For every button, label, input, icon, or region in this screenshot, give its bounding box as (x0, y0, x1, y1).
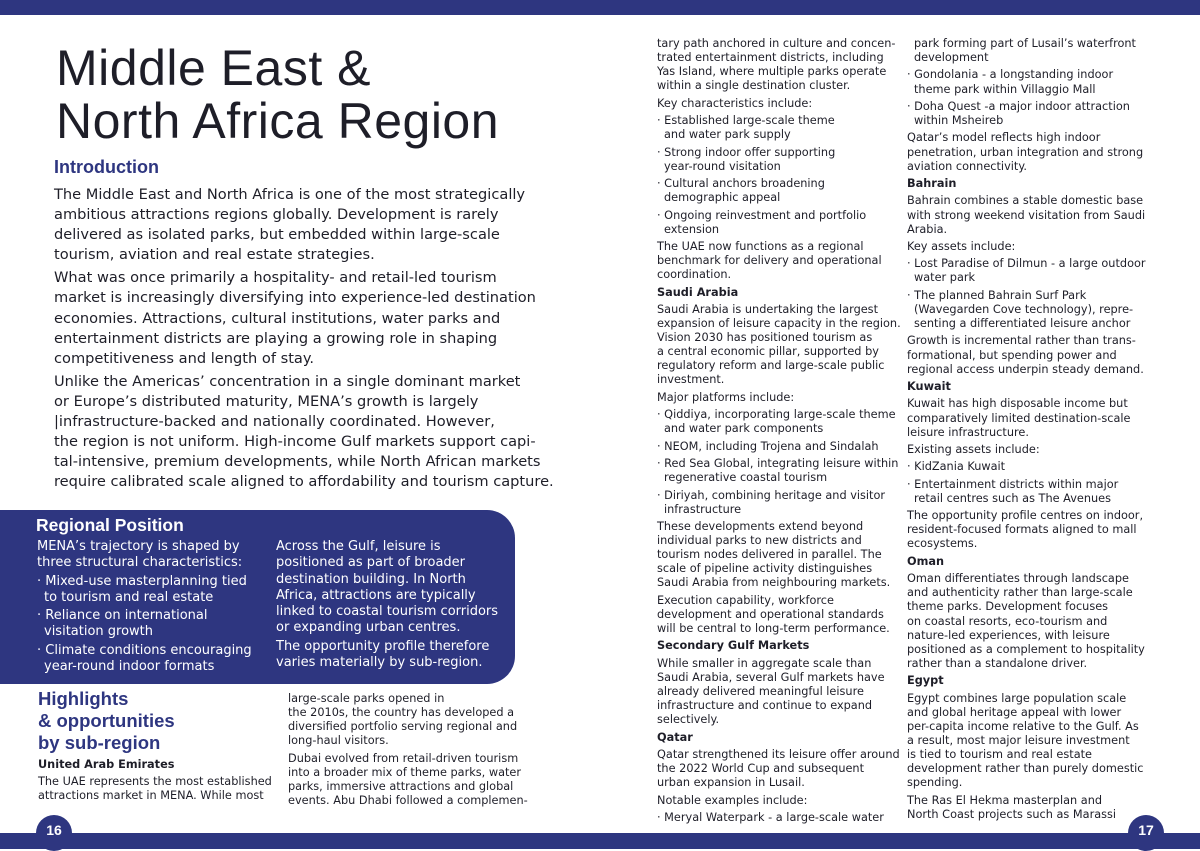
text-line: · Doha Quest -a major indoor attraction (907, 99, 1130, 113)
text-line: urban expansion in Lusail. (657, 776, 805, 790)
text-line: · Established large-scale theme (657, 114, 835, 128)
text-line: While smaller in aggregate scale than (657, 656, 872, 670)
text-line: senting a differentiated leisure anchor (914, 317, 1131, 331)
text-line: · NEOM, including Trojena and Sindalah (657, 439, 879, 453)
title-line: North Africa Region (56, 93, 500, 149)
text-line: park forming part of Lusail’s waterfront (914, 37, 1136, 50)
text-line: Dubai evolved from retail-driven tourism (288, 751, 519, 765)
uae-intro-column (38, 758, 272, 807)
heading-line: by sub-region (38, 732, 161, 753)
subheading (657, 731, 897, 745)
paragraph (54, 372, 554, 493)
text-line: on coastal resorts, eco-tourism and (907, 614, 1108, 628)
bullet-item (657, 440, 897, 454)
text-line: Existing assets include: (907, 443, 1040, 456)
bottom-band (0, 833, 1200, 849)
top-band (0, 0, 1200, 15)
bullet-item (657, 408, 897, 436)
text-line: Notable examples include: (657, 793, 808, 807)
text-line: the region is not uniform. High-income Gulf markets support capi- (54, 433, 536, 451)
text-line: or Europe’s distributed maturity, MENA’s growth is largely (54, 392, 479, 410)
text-line: a central economic pillar, supported by (657, 345, 879, 359)
text-line: Major platforms include: (657, 390, 795, 404)
text-line: parks, immersive attractions and global (288, 779, 514, 793)
text-line: formational, but spending power and (907, 348, 1117, 362)
paragraph (657, 520, 897, 590)
heading-line: Highlights (38, 688, 129, 709)
paragraph (907, 572, 1157, 671)
text-line: tal-intensive, premium developments, while North African markets (54, 453, 541, 471)
text-line: per-capita income relative to the Gulf. As (907, 719, 1139, 733)
bullet-item (657, 114, 897, 142)
text-line: and water park components (664, 422, 824, 436)
paragraph (907, 692, 1157, 791)
text-line: · The planned Bahrain Surf Park (907, 288, 1087, 302)
text-line: positioned as a complement to hospitality (907, 642, 1145, 656)
regional-position-left (37, 539, 267, 677)
text-line: and authenticity rather than large-scale (907, 586, 1133, 600)
paragraph (54, 185, 544, 265)
text-line: Egypt (907, 674, 944, 688)
bullet-item (657, 811, 897, 825)
paragraph (657, 747, 900, 790)
text-line: The Ras El Hekma masterplan and (907, 793, 1103, 807)
text-line: Qatar’s model reflects high indoor (907, 131, 1101, 145)
text-line: · Lost Paradise of Dilmun - a large outdoor (907, 257, 1146, 271)
text-line: with strong weekend visitation from Saudi (907, 208, 1146, 222)
text-line: linked to coastal tourism corridors (276, 604, 499, 620)
text-line: resident-focused formats aligned to mall (907, 523, 1137, 537)
paragraph (907, 509, 1157, 551)
bullet-item (657, 177, 897, 205)
text-line: Egypt combines large population scale (907, 691, 1127, 705)
paragraph (907, 443, 1157, 457)
text-line: benchmark for delivery and operational (657, 254, 882, 268)
paragraph (657, 794, 897, 808)
bullet-item (907, 460, 1157, 474)
subheading (907, 177, 1157, 191)
text-line: development and operational standards (657, 607, 884, 621)
page-number-right: 17 (1128, 815, 1164, 851)
text-line: Saudi Arabia from neighbouring markets. (657, 576, 891, 590)
text-line: water park (914, 271, 976, 285)
subheading (907, 674, 1157, 688)
text-line: require calibrated scale aligned to affordability and tourism capture. (54, 473, 554, 491)
text-line: delivered as isolated parks, but embedded within large-scale (54, 226, 500, 244)
text-line: year-round indoor formats (44, 659, 215, 675)
paragraph (657, 240, 897, 282)
subheading (657, 639, 897, 653)
text-line: long-haul visitors. (288, 734, 389, 748)
text-line: selectively. (657, 713, 720, 727)
introduction-heading: Introduction (54, 157, 159, 177)
paragraph (657, 97, 897, 111)
heading-line: & opportunities (38, 710, 175, 731)
text-line: Oman (907, 554, 945, 568)
bullet-item (37, 643, 267, 676)
text-line: within Msheireb (914, 114, 1004, 128)
text-line: demographic appeal (664, 191, 781, 205)
column-four (907, 37, 1157, 825)
text-line: aviation connectivity. (907, 159, 1027, 173)
paragraph (657, 37, 897, 93)
text-line: to tourism and real estate (44, 589, 214, 605)
bullet-item (907, 289, 1157, 331)
paragraph (907, 240, 1157, 254)
regional-position-right (276, 539, 506, 673)
text-line: ambitious attractions regions globally. Development is rarely (54, 206, 499, 224)
bullet-item (907, 68, 1157, 96)
text-line: The UAE represents the most established (38, 775, 272, 789)
subheading (907, 555, 1157, 569)
text-line: market is increasingly diversifying into experience-led destination (54, 289, 536, 307)
page-number-left: 16 (36, 815, 72, 851)
paragraph (907, 397, 1157, 439)
text-line: (Wavegarden Cove technology), repre- (914, 302, 1134, 316)
text-line: into a broader mix of theme parks, water (288, 765, 522, 779)
paragraph (657, 391, 897, 405)
text-line: What was once primarily a hospitality- and retail-led tourism (54, 269, 497, 287)
text-line: These developments extend beyond (657, 520, 864, 534)
uae-continued-column (288, 692, 538, 811)
bullet-item (907, 257, 1157, 285)
text-line: rather than a standalone driver. (907, 656, 1088, 670)
text-line: · Gondolania - a longstanding indoor (907, 68, 1114, 82)
text-line: competitiveness and length of stay. (54, 349, 315, 367)
text-line: tary path anchored in culture and concen- (657, 37, 896, 50)
text-line: Saudi Arabia (657, 285, 739, 299)
text-line: year-round visitation (664, 159, 781, 173)
text-line: · Red Sea Global, integrating leisure within (657, 457, 899, 471)
text-line: Growth is incremental rather than trans- (907, 334, 1136, 348)
paragraph (276, 639, 506, 672)
text-line: nature-led experiences, with leisure (907, 628, 1110, 642)
bullet-item (907, 478, 1157, 506)
paragraph (907, 334, 1157, 376)
text-line: spending. (907, 776, 963, 790)
bullet-item (657, 457, 897, 485)
bullet-item (37, 608, 267, 641)
text-line: Saudi Arabia, several Gulf markets have (657, 670, 885, 684)
text-line: infrastructure (664, 502, 742, 516)
paragraph (907, 194, 1157, 236)
text-line: · Climate conditions encouraging (37, 642, 252, 658)
highlights-heading (38, 688, 175, 754)
paragraph (657, 594, 897, 636)
text-line: within a single destination cluster. (657, 79, 851, 93)
text-line: theme parks. Development focuses (907, 600, 1109, 614)
text-line: Qatar (657, 730, 693, 744)
paragraph (276, 539, 506, 637)
text-line: trated entertainment districts, including (657, 51, 884, 65)
text-line: scale of pipeline activity distinguishes (657, 562, 873, 576)
text-line: Bahrain (907, 177, 957, 191)
bullet-item (907, 37, 1157, 65)
text-line: Africa, attractions are typically (276, 587, 476, 603)
text-line: Saudi Arabia is undertaking the largest (657, 302, 879, 316)
text-line: a result, most major leisure investment (907, 733, 1130, 747)
bullet-item (37, 574, 267, 607)
text-line: development rather than purely domestic (907, 762, 1144, 776)
text-line: · Diriyah, combining heritage and visitor (657, 488, 886, 502)
text-line: Vision 2030 has positioned tourism as (657, 331, 873, 345)
title-line: Middle East & (56, 40, 371, 96)
text-line: · Strong indoor offer supporting (657, 145, 836, 159)
text-line: positioned as part of broader (276, 555, 466, 571)
text-line: is tied to tourism and real estate (907, 747, 1093, 761)
text-line: and global heritage appeal with lower (907, 705, 1122, 719)
text-line: The Middle East and North Africa is one of the most strategically (54, 186, 526, 203)
text-line: · Qiddiya, incorporating large-scale theme (657, 408, 896, 422)
text-line: tourism, aviation and real estate strategies. (54, 246, 375, 264)
text-line: The opportunity profile centres on indoor, (907, 509, 1144, 523)
text-line: already delivered meaningful leisure (657, 684, 864, 698)
text-line: Qatar strengthened its leisure offer around (657, 747, 900, 761)
subheading (38, 758, 268, 772)
text-line: retail centres such as The Avenues (914, 491, 1112, 505)
text-line: diversified portfolio serving regional and (288, 720, 518, 734)
text-line: varies materially by sub-region. (276, 655, 483, 671)
text-line: · Meryal Waterpark - a large-scale water (657, 810, 884, 824)
text-line: Across the Gulf, leisure is (276, 539, 441, 554)
text-line: Key assets include: (907, 240, 1016, 253)
text-line: three structural characteristics: (37, 555, 243, 571)
text-line: Bahrain combines a stable domestic base (907, 194, 1144, 208)
text-line: comparatively limited destination-scale (907, 411, 1131, 425)
text-line: regional access underpin steady demand. (907, 362, 1144, 376)
text-line: visitation growth (44, 624, 154, 640)
page-title (56, 42, 499, 148)
text-line: expansion of leisure capacity in the region. (657, 317, 901, 331)
text-line: penetration, urban integration and strong (907, 145, 1144, 159)
paragraph (907, 131, 1157, 173)
text-line: regulatory reform and large-scale public (657, 359, 885, 373)
text-line: the 2022 World Cup and subsequent (657, 762, 865, 776)
subheading (657, 286, 897, 300)
text-line: theme park within Villaggio Mall (914, 82, 1096, 96)
text-line: and water park supply (664, 128, 791, 142)
text-line: Secondary Gulf Markets (657, 639, 810, 653)
text-line: or expanding urban centres. (276, 620, 461, 636)
bullet-item (907, 100, 1157, 128)
text-line: Oman differentiates through landscape (907, 572, 1129, 586)
text-line: tourism nodes delivered in parallel. The (657, 548, 882, 562)
regional-position-heading: Regional Position (36, 515, 184, 535)
column-three (657, 37, 901, 828)
bullet-item (657, 209, 897, 237)
paragraph (38, 775, 272, 803)
text-line: Kuwait (907, 380, 951, 394)
bullet-item (657, 146, 897, 174)
text-line: · Reliance on international (37, 608, 208, 624)
text-line: events. Abu Dhabi followed a complemen- (288, 793, 528, 807)
text-line: large-scale parks opened in (288, 692, 445, 705)
text-line: destination building. In North (276, 571, 466, 587)
text-line: North Coast projects such as Marassi (907, 807, 1117, 821)
paragraph (657, 302, 901, 388)
text-line: Key characteristics include: (657, 96, 813, 110)
text-line: MENA’s trajectory is shaped by (37, 539, 240, 554)
text-line: Yas Island, where multiple parks operate (657, 65, 887, 79)
text-line: will be central to long-term performance. (657, 622, 890, 636)
text-line: · Cultural anchors broadening (657, 177, 825, 191)
bullet-item (657, 489, 897, 517)
text-line: leisure infrastructure. (907, 425, 1029, 439)
text-line: · Ongoing reinvestment and portfolio (657, 208, 867, 222)
text-line: economies. Attractions, cultural institutions, water parks and (54, 309, 501, 327)
paragraph (288, 752, 538, 808)
text-line: regenerative coastal tourism (664, 471, 828, 485)
text-line: ecosystems. (907, 537, 978, 551)
text-line: development (914, 51, 989, 65)
text-line: coordination. (657, 268, 732, 282)
text-line: · Entertainment districts within major (907, 477, 1119, 491)
text-line: The opportunity profile therefore (276, 638, 490, 654)
text-line: |infrastructure-backed and nationally coordinated. However, (54, 413, 495, 431)
paragraph (54, 268, 544, 368)
text-line: attractions market in MENA. While most (38, 789, 264, 803)
text-line: infrastructure and continue to expand (657, 699, 873, 713)
introduction-text (54, 185, 554, 495)
paragraph (907, 794, 1157, 822)
regional-position-panel (0, 510, 515, 684)
paragraph (37, 539, 267, 572)
paragraph (657, 657, 897, 727)
text-line: individual parks to new districts and (657, 534, 862, 548)
text-line: the 2010s, the country has developed a (288, 706, 515, 720)
text-line: Unlike the Americas’ concentration in a single dominant market (54, 372, 521, 390)
paragraph (288, 692, 538, 748)
text-line: · KidZania Kuwait (907, 460, 1006, 474)
text-line: Kuwait has high disposable income but (907, 397, 1128, 411)
text-line: · Mixed-use masterplanning tied (37, 573, 247, 589)
text-line: United Arab Emirates (38, 758, 175, 771)
text-line: extension (664, 222, 720, 236)
subheading (907, 380, 1157, 394)
text-line: The UAE now functions as a regional (657, 240, 864, 253)
text-line: entertainment districts are playing a growing role in shaping (54, 329, 498, 347)
text-line: Execution capability, workforce (657, 593, 834, 607)
text-line: investment. (657, 373, 725, 387)
text-line: Arabia. (907, 222, 948, 236)
